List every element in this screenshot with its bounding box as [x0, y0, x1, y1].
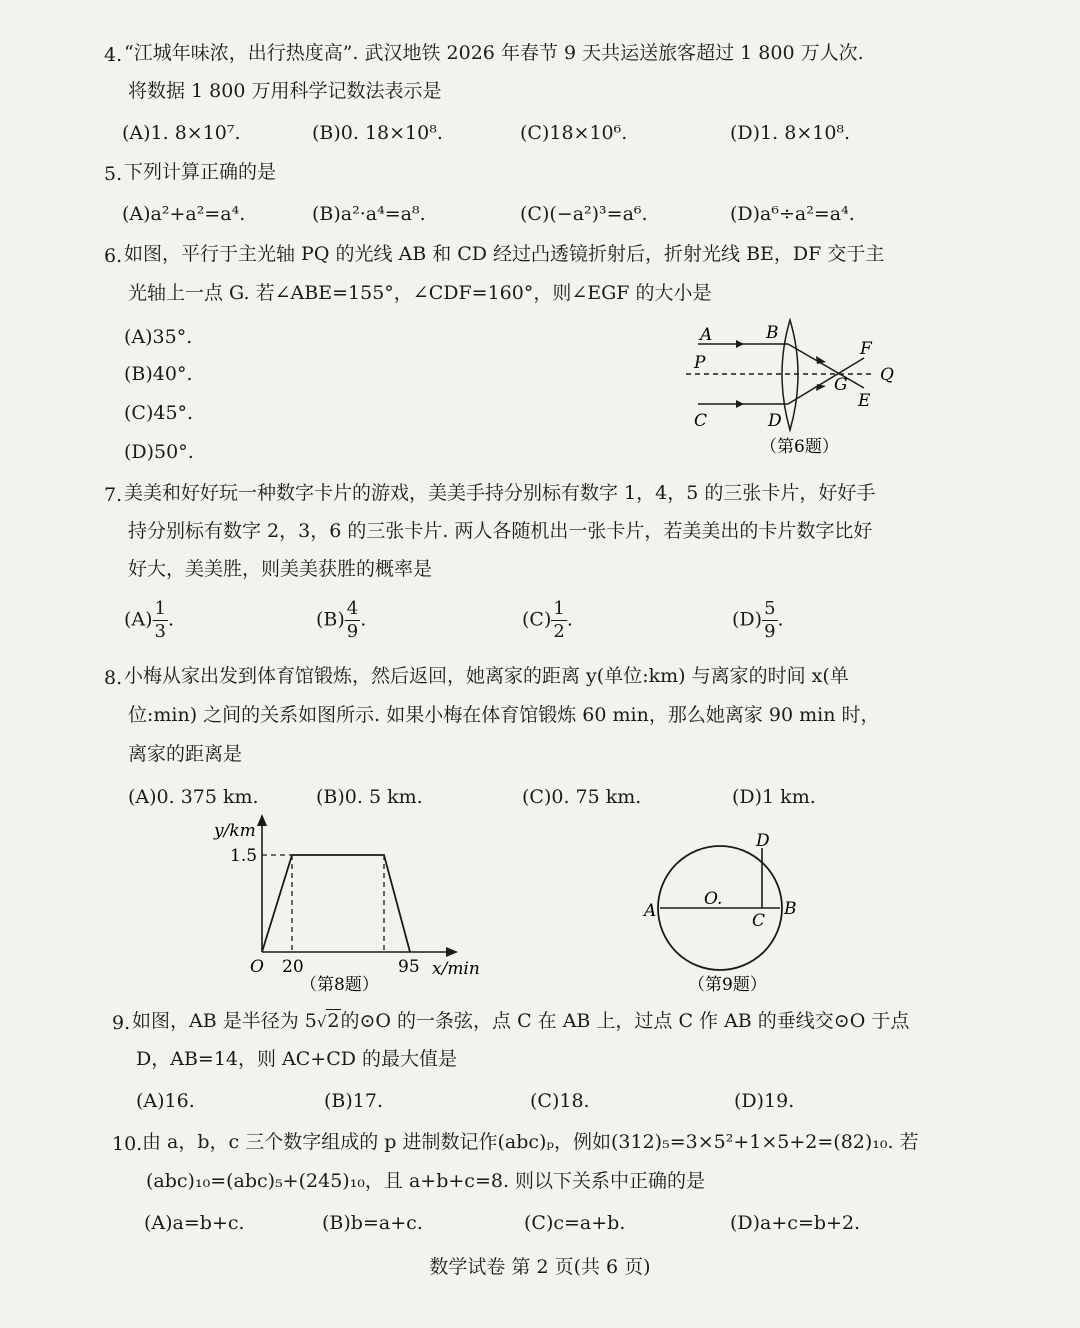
- q8-option-a: (A)0. 375 km.: [128, 786, 259, 808]
- q8-figure-caption: （第8题）: [300, 975, 379, 995]
- q9-figure-caption: （第9题）: [688, 975, 767, 995]
- q7-option-d-label: (D): [732, 608, 763, 631]
- label-a: A: [700, 325, 713, 345]
- q9-option-a: (A)16.: [136, 1090, 195, 1112]
- q6-lens-figure: [680, 312, 910, 462]
- label-b: B: [766, 323, 779, 343]
- q9-number: 9.: [112, 1012, 131, 1034]
- q8-distance-time-graph: [200, 812, 490, 997]
- q6-option-b: (B)40°.: [124, 363, 193, 385]
- q9-option-d: (D)19.: [734, 1090, 795, 1112]
- x-axis-label: x/min: [432, 959, 480, 979]
- label-o: O.: [704, 889, 723, 909]
- q9-sqrt-radicand: 2: [327, 1010, 340, 1032]
- q7-line1: 美美和好好玩一种数字卡片的游戏，美美手持分别标有数字 1，4，5 的三张卡片，好好手: [124, 482, 876, 504]
- q7-d-num: 5: [764, 598, 776, 619]
- label-f: F: [860, 339, 872, 359]
- label-d: D: [756, 831, 770, 851]
- q6-option-a: (A)35°.: [124, 326, 193, 348]
- q7-option-b-fraction: [345, 600, 360, 641]
- q7-option-a: (A) $\frac{1}{3}$ .: [124, 598, 175, 642]
- ray-df-arrow: [816, 384, 826, 391]
- q10-option-a: (A)a=b+c.: [144, 1212, 245, 1234]
- q8-number: 8.: [104, 667, 123, 689]
- q7-option-a-fraction: [153, 600, 168, 641]
- q9-line1-part2: 的⊙O 的一条弦，点 C 在 AB 上，过点 C 作 AB 的垂线交⊙O 于点: [340, 1010, 910, 1032]
- q8-option-c: (C)0. 75 km.: [522, 786, 642, 808]
- q6-option-c: (C)45°.: [124, 402, 194, 424]
- q4-line2: 将数据 1 800 万用科学记数法表示是: [128, 80, 442, 102]
- y-axis-label: y/km: [214, 821, 256, 841]
- q6-line1: 如图，平行于主光轴 PQ 的光线 AB 和 CD 经过凸透镜折射后，折射光线 BE，DF 交于主: [124, 243, 885, 265]
- q4-line1: “江城年味浓，出行热度高”. 武汉地铁 2026 年春节 9 天共运送旅客超过 1 800 万人次.: [124, 42, 864, 64]
- q10-option-c: (C)c=a+b.: [524, 1212, 626, 1234]
- q7-option-c: (C) $\frac{1}{2}$ .: [522, 598, 573, 642]
- q5-number: 5.: [104, 163, 123, 185]
- label-e: E: [858, 391, 871, 411]
- q6-line2: 光轴上一点 G. 若∠ABE=155°，∠CDF=160°，则∠EGF 的大小是: [128, 282, 712, 304]
- label-q: Q: [880, 365, 894, 385]
- q7-option-b-label: (B): [316, 608, 345, 631]
- q7-line3: 好大，美美胜，则美美获胜的概率是: [128, 558, 433, 580]
- label-b: B: [784, 899, 797, 919]
- x-tick-label-20: 20: [282, 957, 304, 977]
- q10-line1: 由 a，b，c 三个数字组成的 p 进制数记作(abc)ₚ，例如(312)₅=3×5²+1×5+2=(82)₁₀. 若: [142, 1131, 919, 1153]
- q7-option-d-fraction: [762, 600, 777, 641]
- distance-path: [262, 855, 410, 952]
- q9-option-c: (C)18.: [530, 1090, 590, 1112]
- q6-figure-caption: （第6题）: [760, 437, 839, 457]
- convex-lens: [782, 320, 798, 430]
- q5-line1: 下列计算正确的是: [124, 161, 277, 183]
- q7-option-c-fraction: [551, 600, 566, 641]
- q10-line2: (abc)₁₀=(abc)₅+(245)₁₀，且 a+b+c=8. 则以下关系中正确的是: [146, 1170, 706, 1192]
- q7-d-den: 9: [764, 621, 776, 642]
- q4-option-a: (A)1. 8×10⁷.: [122, 122, 241, 144]
- ray-be-arrow: [816, 356, 826, 364]
- label-g: G: [834, 375, 848, 395]
- q5-option-a: (A)a²+a²=a⁴.: [122, 203, 246, 225]
- ray-cd-arrow: [736, 400, 744, 408]
- q10-option-d: (D)a+c=b+2.: [730, 1212, 861, 1234]
- page-footer: 数学试卷 第 2 页(共 6 页): [429, 1256, 651, 1278]
- q7-a-num: 1: [154, 598, 166, 619]
- q4-option-b: (B)0. 18×10⁸.: [312, 122, 443, 144]
- q9-line1-part1: 如图，AB 是半径为 5: [132, 1010, 317, 1032]
- q9-line1: 如图，AB 是半径为 5√2的⊙O 的一条弦，点 C 在 AB 上，过点 C 作 AB 的垂线交⊙O 于点: [132, 1010, 910, 1032]
- q8-line2: 位:min) 之间的关系如图所示. 如果小梅在体育馆锻炼 60 min，那么她离家 90 min 时，: [128, 704, 880, 726]
- q10-number: 10.: [112, 1133, 143, 1155]
- q6-number: 6.: [104, 245, 123, 267]
- q8-line3: 离家的距离是: [128, 743, 243, 765]
- q10-option-b: (B)b=a+c.: [322, 1212, 423, 1234]
- q7-option-a-label: (A): [124, 608, 153, 631]
- q7-number: 7.: [104, 484, 123, 506]
- q7-c-num: 1: [553, 598, 565, 619]
- q5-option-b: (B)a²·a⁴=a⁸.: [312, 203, 426, 225]
- q9-option-b: (B)17.: [324, 1090, 384, 1112]
- q4-number: 4.: [104, 44, 123, 66]
- label-c: C: [752, 911, 766, 931]
- y-axis-arrow: [257, 814, 267, 826]
- q9-circle-figure: [640, 822, 820, 1000]
- q5-option-d: (D)a⁶÷a²=a⁴.: [730, 203, 855, 225]
- q5-option-c: (C)(−a²)³=a⁶.: [520, 203, 648, 225]
- q6-option-d: (D)50°.: [124, 441, 194, 463]
- q8-option-b: (B)0. 5 km.: [316, 786, 423, 808]
- q8-line1: 小梅从家出发到体育馆锻炼，然后返回，她离家的距离 y(单位:km) 与离家的时间 x(单: [124, 665, 849, 687]
- q7-c-den: 2: [553, 621, 565, 642]
- q7-option-b: (B) $\frac{4}{9}$ .: [316, 598, 367, 642]
- label-a: A: [644, 901, 657, 921]
- q7-option-d: (D) $\frac{5}{9}$ .: [732, 598, 784, 642]
- origin-label: O: [250, 957, 264, 977]
- x-axis-arrow: [446, 947, 458, 957]
- q7-b-den: 9: [346, 621, 359, 642]
- label-d: D: [768, 411, 782, 431]
- label-p: P: [694, 353, 706, 373]
- q4-option-c: (C)18×10⁶.: [520, 122, 628, 144]
- q7-b-num: 4: [346, 598, 359, 619]
- q7-option-c-label: (C): [522, 608, 552, 631]
- q8-option-d: (D)1 km.: [732, 786, 816, 808]
- ray-ab-arrow: [736, 340, 744, 348]
- q7-a-den: 3: [154, 621, 166, 642]
- y-tick-label: 1.5: [230, 846, 258, 866]
- q7-line2: 持分别标有数字 2，3，6 的三张卡片. 两人各随机出一张卡片，若美美出的卡片数字比好: [128, 520, 873, 542]
- q4-option-d: (D)1. 8×10⁸.: [730, 122, 851, 144]
- x-tick-label-95: 95: [398, 957, 420, 977]
- label-c: C: [694, 411, 708, 431]
- q9-line2: D，AB=14，则 AC+CD 的最大值是: [136, 1048, 458, 1070]
